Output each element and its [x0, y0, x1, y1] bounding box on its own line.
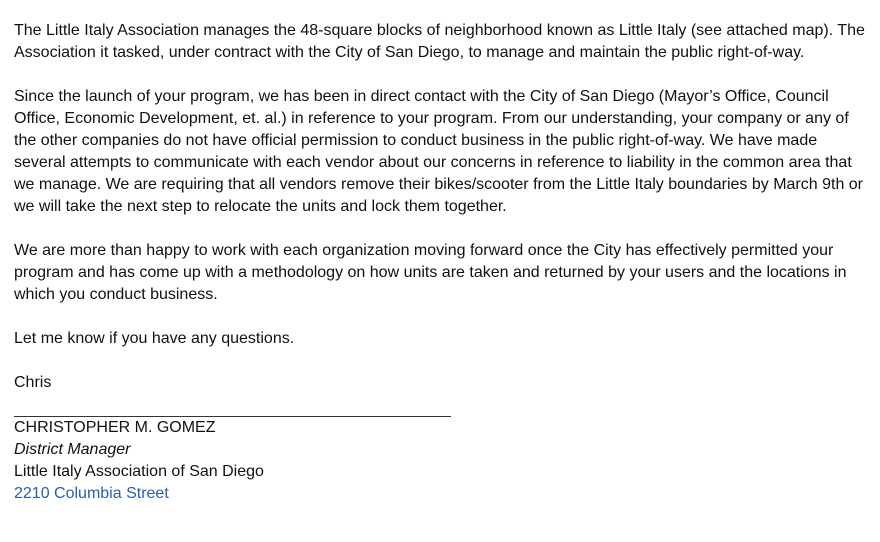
signature-title: District Manager: [14, 441, 131, 458]
paragraph-4: Let me know if you have any questions.: [14, 330, 295, 347]
signoff: Chris: [14, 374, 52, 391]
signature-name: CHRISTOPHER M. GOMEZ: [14, 419, 216, 436]
signature-address-link[interactable]: 2210 Columbia Street: [14, 485, 169, 502]
paragraph-1: The Little Italy Association manages the 48-square blocks of neighborhood known as Little Italy (see attached map). The Association it tasked, under contract with the City of San Diego, to manage and maintain the public right-of-way.: [14, 22, 865, 61]
signature-organization: Little Italy Association of San Diego: [14, 463, 264, 480]
signature-block: [14, 417, 870, 505]
letter-body: [14, 20, 870, 505]
paragraph-3: We are more than happy to work with each organization moving forward once the City has effectively permitted your program and has come up with a methodology on how units are taken and returned by your users and the locations in which you conduct business.: [14, 242, 847, 303]
paragraph-2: Since the launch of your program, we has been in direct contact with the City of San Diego (Mayor’s Office, Council Office, Economic Development, et. al.) in reference to your program. From our understanding, your company or any of the other companies do not have official permission to conduct business in the public right-of-way. We have made several attempts to communicate with each vendor about our concerns in reference to liability in the common area that we manage. We are requiring that all vendors remove their bikes/scooter from the Little Italy boundaries by March 9th or we will take the next step to relocate the units and lock them together.: [14, 88, 864, 215]
